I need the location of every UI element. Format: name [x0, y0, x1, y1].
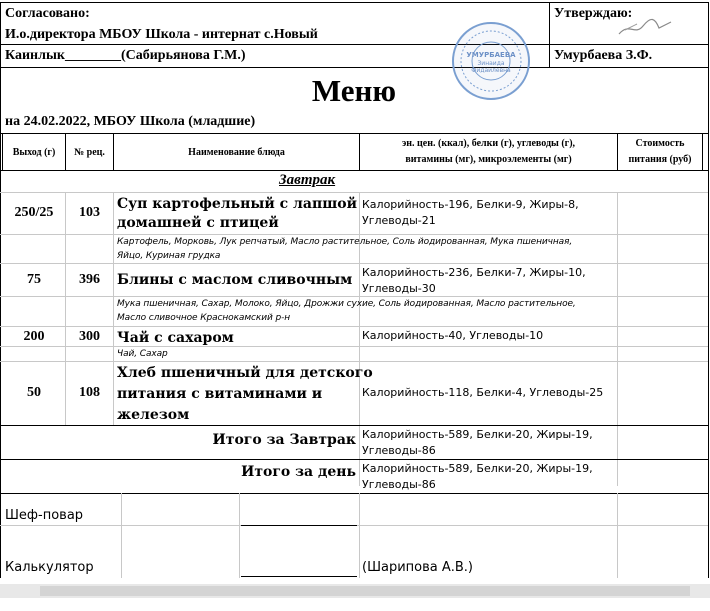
- total-breakfast-line2: Углеводы-86: [362, 444, 436, 457]
- total-day-line1: Калорийность-589, Белки-20, Жиры-19,: [362, 462, 593, 475]
- total-breakfast-line1: Калорийность-589, Белки-20, Жиры-19,: [362, 428, 593, 441]
- dish-1-name-line2: домашней с птицей: [117, 215, 279, 231]
- grid-line: [0, 263, 708, 264]
- grid-line: [121, 493, 122, 578]
- dish-3-recipe: 300: [79, 329, 100, 344]
- horizontal-scrollbar[interactable]: [0, 584, 710, 598]
- signature-image: [615, 14, 675, 40]
- dish-3-ingredients-line1: Чай, Сахар: [117, 349, 168, 359]
- total-mid-border: [0, 459, 708, 460]
- dish-1-nutrition-line1: Калорийность-196, Белки-9, Жиры-8,: [362, 198, 579, 211]
- col-header-nutrition-line2: витамины (мг), микроэлементы (мг): [405, 154, 572, 165]
- dish-1-ingredients-line1: Картофель, Морковь, Лук репчатый, Масло растительное, Соль йодированная, Мука пшеничная,: [117, 237, 573, 247]
- approve-label: Утверждаю:: [554, 6, 633, 21]
- right-border: [708, 2, 709, 578]
- agreed-label: Согласовано:: [5, 6, 90, 21]
- col-header-dish: Наименование блюда: [188, 147, 285, 158]
- columns-top-border: [0, 133, 708, 134]
- col-header-nutrition-line1: эн. цен. (ккал), белки (г), углеводы (г),: [401, 138, 576, 149]
- dish-3-nutrition-line1: Калорийность-40, Углеводы-10: [362, 329, 544, 342]
- chef-signature-line: [241, 525, 357, 526]
- total-day-line2: Углеводы-86: [362, 478, 436, 491]
- dish-4-name-line3: железом: [117, 407, 190, 423]
- dish-4-nutrition-line1: Калорийность-118, Белки-4, Углеводы-25: [362, 386, 604, 399]
- dish-3-name-line1: Чай с сахаром: [117, 330, 234, 346]
- dish-4-yield: 50: [27, 385, 41, 400]
- calculator-label: Калькулятор: [5, 560, 94, 575]
- dish-1-yield: 250/25: [14, 205, 54, 220]
- header-mid-border: [0, 44, 708, 45]
- total-top-border: [0, 425, 708, 426]
- dish-2-nutrition-line2: Углеводы-30: [362, 282, 436, 295]
- agreed-position-line2: Каинлык________(Сабирьянова Г.М.): [5, 48, 246, 63]
- grid-line: [239, 493, 240, 578]
- col-header-cost-line1: Стоимость: [635, 138, 685, 149]
- col-header-yield: Выход (г): [12, 147, 56, 158]
- col-header-cost-line2: питания (руб): [628, 154, 692, 165]
- dish-1-name-line1: Суп картофельный с лапшой: [117, 196, 358, 212]
- grid-line: [113, 192, 114, 425]
- dish-2-recipe: 396: [79, 272, 100, 287]
- dish-1-ingredients-line2: Яйцо, Куриная грудка: [117, 251, 221, 261]
- dish-2-nutrition-line1: Калорийность-236, Белки-7, Жиры-10,: [362, 266, 586, 279]
- dish-4-recipe: 108: [79, 385, 100, 400]
- chef-label: Шеф-повар: [5, 508, 84, 523]
- stamp-text-line2: Зинаида: [477, 60, 505, 67]
- header-divider: [549, 2, 550, 67]
- columns-bottom-border: [0, 170, 708, 171]
- dish-1-recipe: 103: [79, 205, 100, 220]
- dish-2-yield: 75: [27, 272, 41, 287]
- grid-line: [0, 192, 708, 193]
- dish-4-name-line2: питания с витаминами и: [117, 386, 323, 402]
- stamp-text-line1: УМУРБАЕВА: [466, 51, 516, 59]
- section-label: Завтрак: [279, 172, 336, 188]
- grid-line: [0, 326, 708, 327]
- stamp-text-line3: Фидаилевна: [471, 67, 511, 74]
- dish-2-name-line1: Блины с маслом сливочным: [117, 272, 353, 288]
- calculator-name: (Шарипова А.В.): [362, 560, 474, 575]
- dish-4-name-line1: Хлеб пшеничный для детского: [117, 365, 373, 381]
- total-day-label: Итого за день: [241, 464, 356, 480]
- scrollbar-thumb[interactable]: [40, 586, 690, 596]
- dish-2-ingredients-line1: Мука пшеничная, Сахар, Молоко, Яйцо, Дрожжи сухие, Соль йодированная, Масло растительное,: [117, 299, 576, 309]
- grid-line: [617, 493, 618, 578]
- total-bottom-border: [0, 493, 708, 494]
- total-breakfast-label: Итого за Завтрак: [212, 432, 356, 448]
- grid-line: [0, 361, 708, 362]
- page-title: Меню: [311, 73, 397, 108]
- dish-2-ingredients-line2: Масло сливочное Краснокамский р-н: [117, 313, 291, 323]
- calculator-signature-line: [241, 576, 357, 577]
- dish-3-yield: 200: [23, 329, 45, 344]
- grid-line: [617, 192, 618, 486]
- dish-1-nutrition-line2: Углеводы-21: [362, 214, 436, 227]
- col-header-recipe: № рец.: [74, 147, 105, 158]
- grid-line: [0, 346, 708, 347]
- grid-line: [359, 493, 360, 578]
- header-bottom-border: [0, 67, 708, 68]
- agreed-position-line1: И.о.директора МБОУ Школа - интернат с.Новый: [5, 27, 318, 42]
- page-subtitle: на 24.02.2022, МБОУ Школа (младшие): [5, 114, 256, 129]
- top-border: [0, 2, 708, 3]
- approver-name: Умурбаева З.Ф.: [554, 48, 653, 63]
- col-divider-5: [702, 133, 703, 170]
